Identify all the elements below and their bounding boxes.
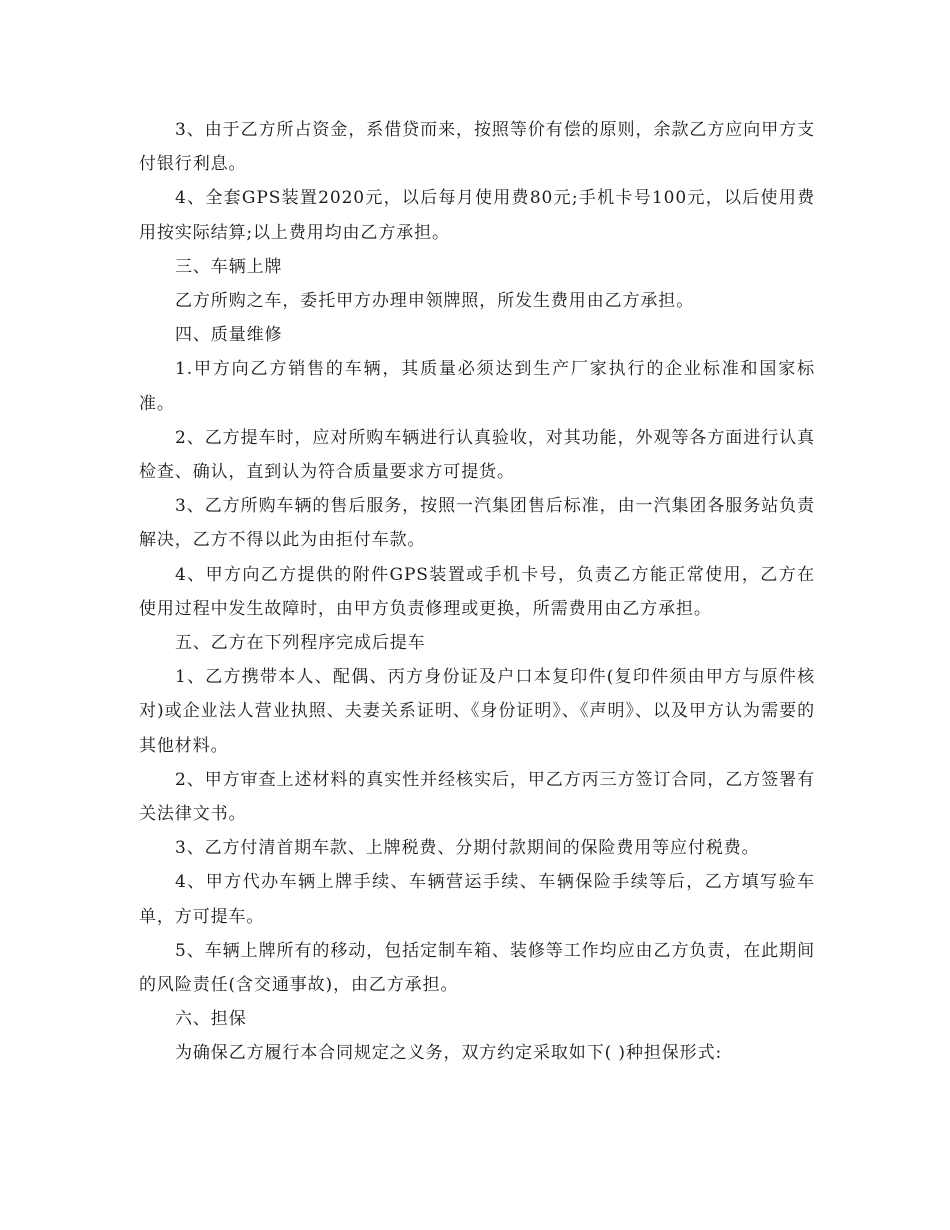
section-heading-quality: 四、质量维修: [175, 325, 283, 346]
paragraph-guarantee-form: 为确保乙方履行本合同规定之义务，双方约定采取如下( )种担保形式:: [175, 1043, 723, 1064]
paragraph-interest-clause: 3、由于乙方所占资金，系借贷而来，按照等价有偿的原则，余款乙方应向甲方支付银行利息。: [139, 120, 815, 175]
paragraph-quality-standard: 1.甲方向乙方销售的车辆，其质量必须达到生产厂家执行的企业标准和国家标准。: [139, 359, 815, 414]
document-body: [139, 113, 815, 1071]
paragraph-gps-fee-clause: 4、全套GPS装置2020元，以后每月使用费80元;手机卡号100元，以后使用费用按实际结算;以上费用均由乙方承担。: [139, 188, 815, 243]
paragraph-after-sales: 3、乙方所购车辆的售后服务，按照一汽集团售后标准，由一汽集团各服务站负责解决，乙方不得以此为由拒付车款。: [139, 496, 815, 551]
section-heading-guarantee: 六、担保: [175, 1009, 247, 1030]
paragraph-payment: 3、乙方付清首期车款、上牌税费、分期付款期间的保险费用等应付税费。: [175, 838, 760, 859]
paragraph-gps-repair: 4、甲方向乙方提供的附件GPS装置或手机卡号，负责乙方能正常使用，乙方在使用过程中发生故障时，由甲方负责修理或更换，所需费用由乙方承担。: [139, 564, 815, 619]
section-heading-registration: 三、车辆上牌: [175, 256, 283, 277]
paragraph-documents: 1、乙方携带本人、配偶、丙方身份证及户口本复印件(复印件须由甲方与原件核对)或企业法人营业执照、夫妻关系证明、《身份证明》、《声明》、以及甲方认为需要的其他材料。: [139, 667, 815, 756]
section-heading-pickup: 五、乙方在下列程序完成后提车: [175, 633, 426, 654]
paragraph-procedures: 4、甲方代办车辆上牌手续、车辆营运手续、车辆保险手续等后，乙方填写验车单，方可提车。: [139, 872, 815, 927]
paragraph-modification-risk: 5、车辆上牌所有的移动，包括定制车箱、装修等工作均应由乙方负责，在此期间的风险责任(含交通事故)，由乙方承担。: [139, 940, 815, 996]
paragraph-inspection: 2、乙方提车时，应对所购车辆进行认真验收，对其功能，外观等各方面进行认真检查、确认，直到认为符合质量要求方可提货。: [139, 427, 815, 483]
paragraph-registration-clause: 乙方所购之车，委托甲方办理申领牌照，所发生费用由乙方承担。: [175, 291, 695, 312]
paragraph-verification: 2、甲方审查上述材料的真实性并经核实后，甲乙方丙三方签订合同，乙方签署有关法律文书。: [139, 769, 815, 825]
